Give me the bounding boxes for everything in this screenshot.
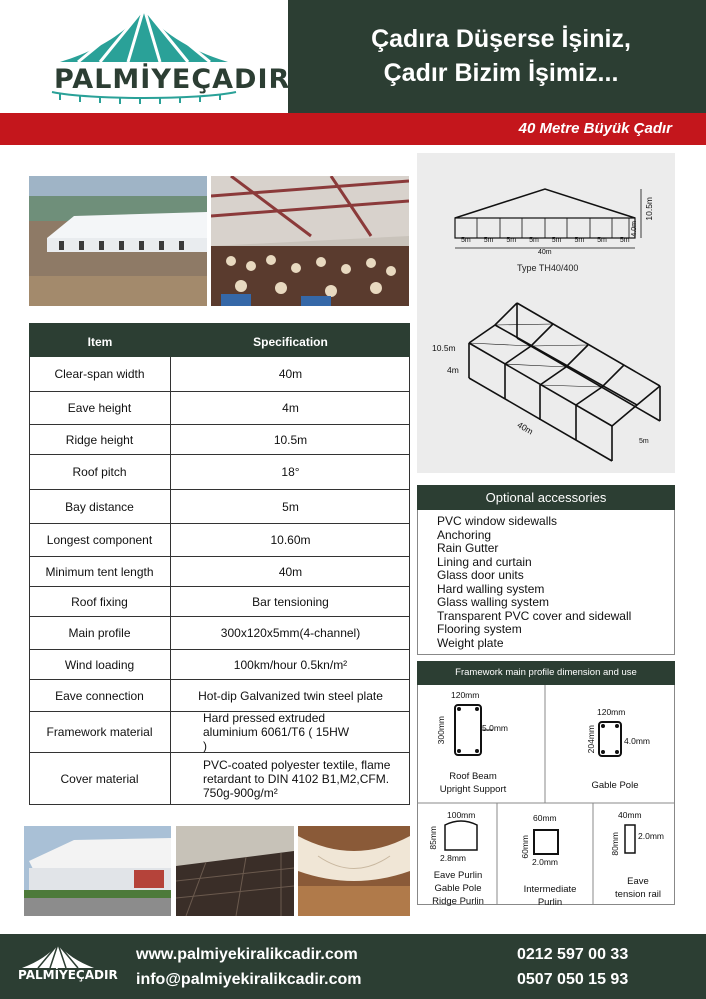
dim-ridge: 10.5m bbox=[644, 197, 654, 221]
photo-tent-side bbox=[24, 826, 171, 916]
table-row: Framework material Hard pressed extruded aluminium 6061/T6 ( 15HW ) bbox=[29, 712, 410, 753]
title-banner bbox=[0, 113, 706, 145]
banner-title: 40 Metre Büyük Çadır bbox=[518, 120, 672, 137]
photo-flooring bbox=[176, 826, 294, 916]
table-row: Minimum tent length 40m bbox=[29, 557, 410, 587]
dim-bay: 5m 5m 5m 5m 5m 5m 5m 5m bbox=[461, 237, 630, 244]
slogan-line-2: Çadır Bizim İşimiz... bbox=[383, 59, 619, 87]
accessories-title: Optional accessories bbox=[417, 485, 675, 510]
slogan-line-1: Çadıra Düşerse İşiniz, bbox=[371, 25, 631, 53]
purlin-thickness: 2.8mm bbox=[440, 853, 466, 863]
footer bbox=[0, 934, 706, 999]
list-item: PVC window sidewalls bbox=[437, 514, 558, 528]
list-item: Rain Gutter bbox=[437, 541, 499, 555]
inter-thickness: 2.0mm bbox=[532, 857, 558, 867]
purlin-height: 85mm bbox=[428, 826, 438, 850]
gable-caption: Gable Pole bbox=[591, 780, 639, 791]
purlin-caption: Eave Purlin Gable Pole Ridge Purlin bbox=[432, 870, 484, 907]
iso-length: 40m bbox=[515, 419, 535, 437]
iso-eave: 4m bbox=[447, 365, 459, 375]
slogan bbox=[296, 22, 706, 90]
beam-caption: Roof Beam Upright Support bbox=[439, 771, 507, 795]
list-item: Hard walling system bbox=[437, 581, 545, 596]
inter-caption: Intermediate Purlin bbox=[523, 884, 577, 908]
table-row: Main profile 300x120x5mm(4-channel) bbox=[29, 617, 410, 650]
table-row: Eave height 4m bbox=[29, 392, 410, 425]
table-row: Bay distance 5m bbox=[29, 490, 410, 524]
drawing-section bbox=[417, 153, 675, 473]
footer-phone-2[interactable]: 0507 050 15 93 bbox=[517, 971, 629, 988]
tent-frame-diagram bbox=[417, 153, 675, 473]
list-item: Lining and curtain bbox=[437, 554, 532, 569]
list-item: Anchoring bbox=[437, 527, 492, 542]
dim-span: 40m bbox=[538, 249, 552, 256]
photo-lining bbox=[298, 826, 410, 916]
beam-thickness: 5.0mm bbox=[482, 723, 508, 733]
table-row: Roof fixing Bar tensioning bbox=[29, 587, 410, 617]
list-item: Glass walling system bbox=[437, 595, 550, 609]
table-row: Cover material PVC-coated polyester textile, flame retardant to DIN 4102 B1,M2,CFM. 750g-900g/m² bbox=[29, 753, 410, 805]
beam-height: 300mm bbox=[436, 716, 446, 745]
gable-thickness: 4.0mm bbox=[624, 736, 650, 746]
footer-phone-1[interactable]: 0212 597 00 33 bbox=[517, 946, 629, 963]
purlin-width: 100mm bbox=[447, 810, 476, 820]
list-item: Glass door units bbox=[437, 568, 524, 582]
col-item: Item bbox=[87, 335, 113, 349]
table-row: Roof pitch 18° bbox=[29, 455, 410, 490]
type-label: Type TH40/400 bbox=[517, 263, 579, 273]
logo-text: PALMİYEÇADIR bbox=[54, 64, 291, 95]
table-row: Longest component 10.60m bbox=[29, 524, 410, 557]
rail-height: 80mm bbox=[610, 832, 620, 856]
spec-table-header bbox=[29, 323, 410, 357]
gable-width: 120mm bbox=[597, 707, 626, 717]
rail-width: 40mm bbox=[618, 810, 642, 820]
inter-width: 60mm bbox=[533, 813, 557, 823]
dim-eave: 4.0m bbox=[631, 221, 638, 237]
footer-email-link[interactable]: info@palmiyekiralikcadir.com bbox=[136, 971, 362, 988]
tent-logo-icon bbox=[0, 0, 291, 113]
photo-tent-exterior bbox=[29, 176, 207, 306]
list-item: Weight plate bbox=[437, 635, 504, 650]
list-item: Flooring system bbox=[437, 622, 522, 636]
col-spec: Specification bbox=[253, 335, 328, 349]
accessories-list bbox=[437, 515, 631, 650]
iso-height: 10.5m bbox=[432, 343, 456, 353]
footer-logo-text: PALMİYEÇADIR bbox=[18, 968, 118, 982]
table-row: Wind loading 100km/hour 0.5kn/m² bbox=[29, 650, 410, 680]
framework-title: Framework main profile dimension and use bbox=[417, 661, 675, 685]
iso-bay: 5m bbox=[639, 438, 649, 445]
beam-width: 120mm bbox=[451, 690, 480, 700]
gable-height: 204mm bbox=[586, 725, 596, 754]
list-item: Transparent PVC cover and sidewall bbox=[437, 608, 632, 623]
table-row: Clear-span width 40m bbox=[29, 357, 410, 392]
table-row: Eave connection Hot-dip Galvanized twin steel plate bbox=[29, 680, 410, 712]
photo-tent-interior bbox=[211, 176, 409, 306]
footer-website-link[interactable]: www.palmiyekiralikcadir.com bbox=[136, 946, 358, 963]
rail-thickness: 2.0mm bbox=[638, 831, 664, 841]
inter-height: 60mm bbox=[520, 835, 530, 859]
logo bbox=[0, 0, 291, 113]
rail-caption: Eave tension rail bbox=[615, 876, 661, 900]
table-row: Ridge height 10.5m bbox=[29, 425, 410, 455]
